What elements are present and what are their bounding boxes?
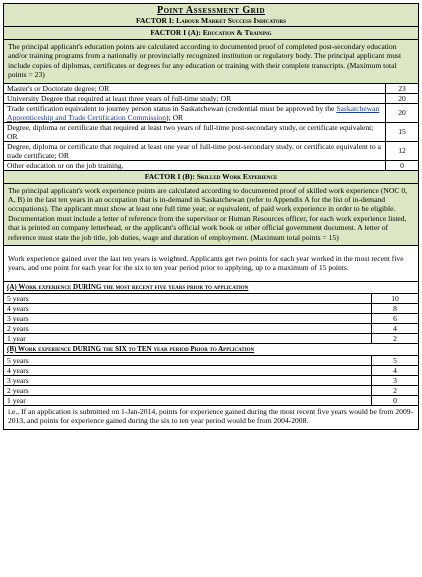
- section-a-heading: (A) Work experience DURING the most recent five years prior to application: [4, 282, 418, 294]
- row-points: 10: [372, 294, 419, 304]
- row-label: Degree, diploma or certificate that required at least two years of full-time post-secondary study, or certificate equivalent; OR: [4, 122, 386, 141]
- row-points: 5: [372, 356, 419, 366]
- row-points: 3: [372, 375, 419, 385]
- row-label: 3 years: [4, 313, 372, 323]
- page-subtitle: FACTOR I: Labour Market Success Indicators: [135, 16, 287, 25]
- row-points: 8: [372, 303, 419, 313]
- factor-b-description: The principal applicant's work experience points are calculated according to documented proof of skilled work experience (NOC 0, A, B) in the last ten years in an occupation that is in-demand in Saskatchewan (refer to Appendix A for the list of in-demand occupations). The applicant must show at least one full time year, or equivalent, of paid work experience in order to be eligible. Documentation must include a letter of reference from the supervisor or Human Resources officer, for each work experience listed, that is printed on company letterhead, or the applicant's official work book or other official government document. A letter of reference must state the job title, job duties, wage and duration of employment. (Maximum total points = 15): [4, 184, 418, 246]
- row-points: 6: [372, 313, 419, 323]
- row-points: 0: [386, 160, 419, 170]
- row-points: 20: [386, 93, 419, 103]
- table-row: [4, 313, 418, 323]
- table-row: [4, 385, 418, 395]
- row-points: 2: [372, 333, 419, 343]
- row-label: 1 year: [4, 395, 372, 405]
- row-label: University Degree that required at least three years of full-time study; OR: [4, 93, 386, 103]
- factor-a-description: The principal applicant's education points are calculated according to documented proof of completed post-secondary education and/or training programs from a nationally or provincially recognized institution or regulatory body. The principal applicant must include copies of diplomas, certificates or degrees for any education or training with their complete transcripts. (Maximum total points = 23): [4, 40, 418, 84]
- table-row: [4, 303, 418, 313]
- table-row: [4, 93, 418, 103]
- row-points: 0: [372, 395, 419, 405]
- education-table: [4, 84, 418, 171]
- row-points: 23: [386, 84, 419, 94]
- row-points: 20: [386, 103, 419, 122]
- table-row: [4, 333, 418, 343]
- row-label: 3 years: [4, 375, 372, 385]
- row-label: Master's or Doctorate degree; OR: [4, 84, 386, 94]
- grid-header: [4, 4, 418, 27]
- row-label: 2 years: [4, 323, 372, 333]
- table-row: [4, 84, 418, 94]
- prior-experience-table: [4, 356, 418, 406]
- row-label: 5 years: [4, 294, 372, 304]
- recent-experience-table: [4, 294, 418, 344]
- table-row: [4, 160, 418, 170]
- row-label: Other education or on the job training.: [4, 160, 386, 170]
- table-row: [4, 365, 418, 375]
- factor-a-section: [4, 27, 418, 84]
- row-label-post: ); OR: [166, 112, 184, 122]
- row-points: 12: [386, 141, 419, 160]
- row-label: 4 years: [4, 365, 372, 375]
- example-note: i.e., If an application is submitted on 1-Jan-2014, points for experience gained during the most recent five years would be from 2009-2013, and points for experience gained during the six to ten year period would be from 2004-2008.: [8, 406, 414, 426]
- factor-b-heading: FACTOR I (B): Skilled Work Experience: [4, 171, 418, 184]
- table-row: [4, 375, 418, 385]
- table-row: [4, 395, 418, 405]
- weighting-note: Work experience gained over the last ten years is weighted. Applicants get two points for each year worked in the most recent five years, and one point for each year for the six to ten year period prior to applying, up to a maximum of 15 points.: [4, 246, 418, 282]
- table-row: [4, 122, 418, 141]
- table-row: [4, 294, 418, 304]
- row-label: 1 year: [4, 333, 372, 343]
- table-row: [4, 356, 418, 366]
- row-label: Degree, diploma or certificate that required at least one year of full-time post-secondary study, or certificate equivalent to a trade certificate; OR: [4, 141, 386, 160]
- row-points: 4: [372, 365, 419, 375]
- factor-a-heading: FACTOR I (A): Education & Training: [4, 27, 418, 40]
- row-label: 5 years: [4, 356, 372, 366]
- satcc-link[interactable]: Saskatchewan Apprenticeship and Trade Certification Commission: [7, 103, 380, 122]
- factor-b-section: [4, 171, 418, 246]
- row-label: 4 years: [4, 303, 372, 313]
- row-points: 2: [372, 385, 419, 395]
- page-title: Point Assessment Grid: [156, 5, 266, 16]
- table-row: [4, 103, 418, 122]
- table-row: [4, 141, 418, 160]
- row-label: 2 years: [4, 385, 372, 395]
- row-points: 4: [372, 323, 419, 333]
- row-points: 15: [386, 122, 419, 141]
- point-assessment-grid: [3, 3, 419, 430]
- table-row: [4, 323, 418, 333]
- row-label: [4, 103, 386, 122]
- section-b-heading: (B) Work experience DURING the SIX to TEN year period Prior to Application: [4, 344, 418, 356]
- row-label-pre: Trade certification equivalent to journey person status in Saskatchewan (credential must be approved by the: [7, 103, 337, 113]
